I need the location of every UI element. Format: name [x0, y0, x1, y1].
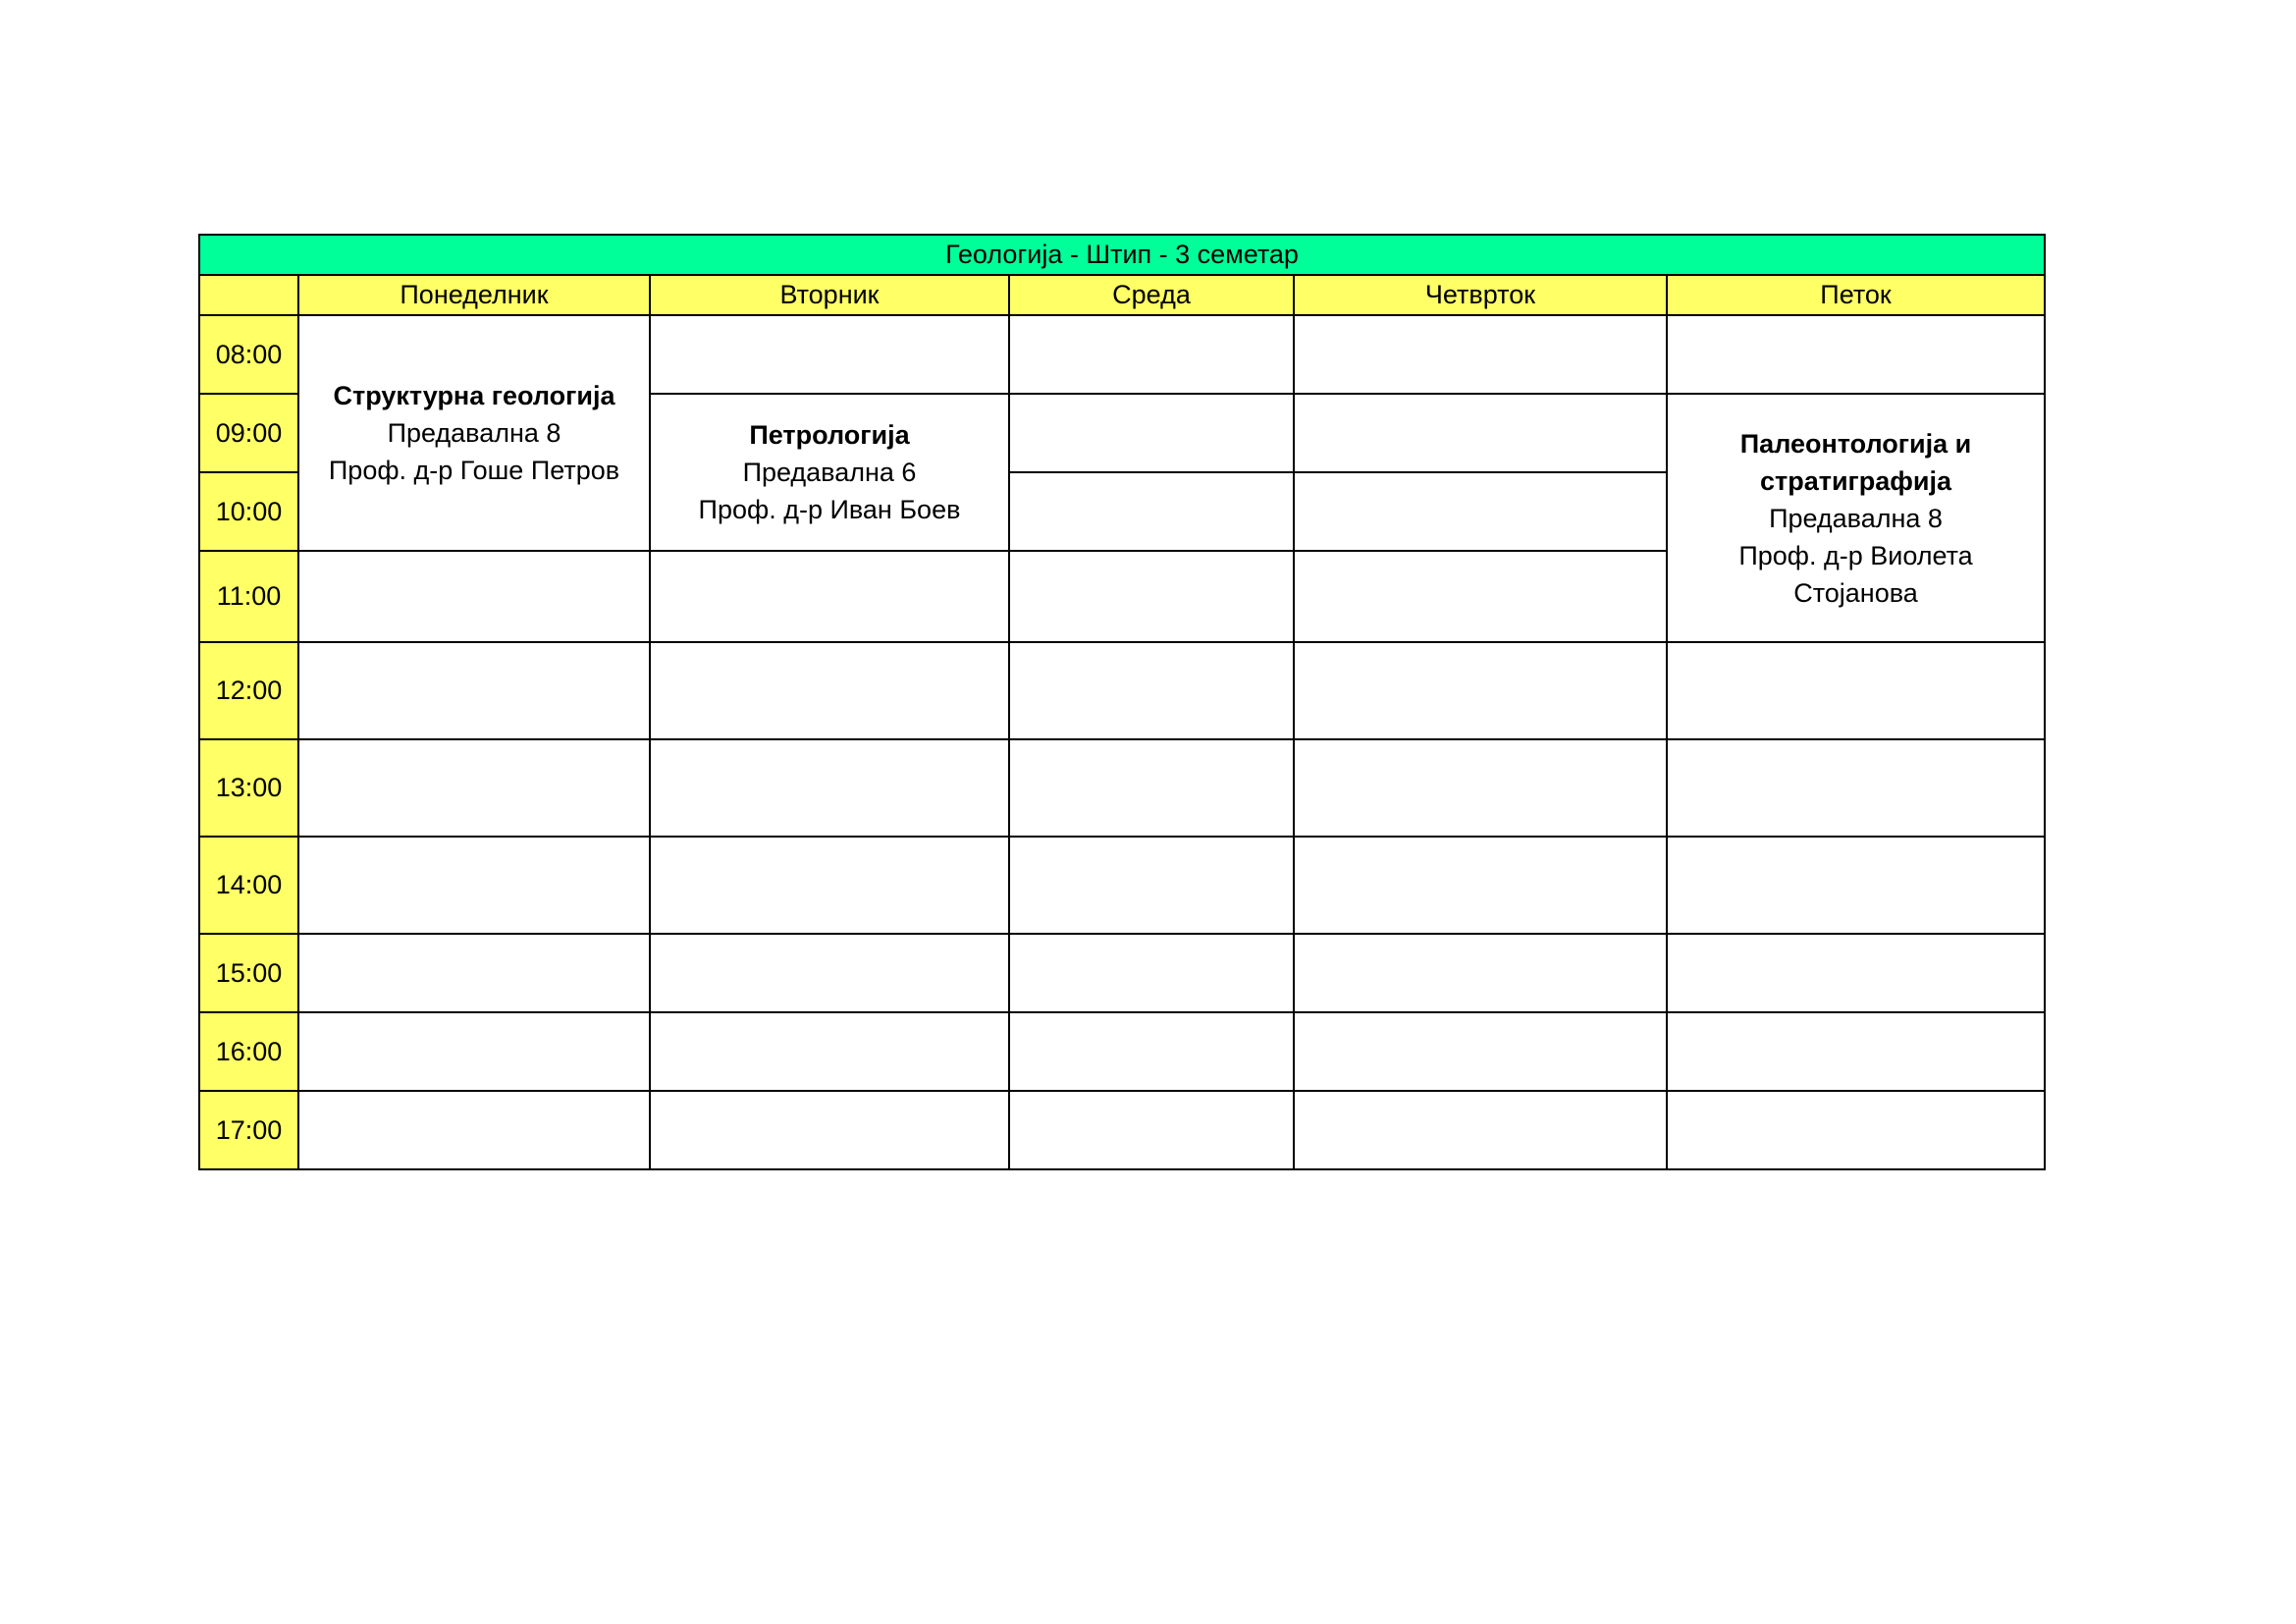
- schedule-table: [198, 234, 2046, 1170]
- empty-cell: [1294, 1012, 1667, 1091]
- day-header-wednesday: Среда: [1009, 275, 1294, 315]
- empty-cell: [1294, 934, 1667, 1012]
- empty-cell: [650, 642, 1009, 739]
- empty-cell: [1294, 472, 1667, 551]
- empty-cell: [650, 739, 1009, 837]
- empty-cell: [1009, 472, 1294, 551]
- time-label: 17:00: [199, 1091, 298, 1169]
- course-name-line1: Палеонтологија и: [1739, 428, 1972, 459]
- empty-cell: [650, 551, 1009, 642]
- time-label: 12:00: [199, 642, 298, 739]
- empty-cell: [1009, 642, 1294, 739]
- corner-cell: [199, 275, 298, 315]
- time-label: 13:00: [199, 739, 298, 837]
- time-label: 14:00: [199, 837, 298, 934]
- empty-cell: [1009, 551, 1294, 642]
- empty-cell: [650, 1091, 1009, 1169]
- empty-cell: [298, 837, 650, 934]
- empty-cell: [650, 934, 1009, 1012]
- empty-cell: [298, 934, 650, 1012]
- empty-cell: [298, 642, 650, 739]
- course-professor-line1: Проф. д-р Виолета: [1738, 540, 1973, 570]
- course-name: Петрологија: [749, 420, 910, 450]
- empty-cell: [1294, 551, 1667, 642]
- course-name: Структурна геологија: [333, 381, 615, 410]
- time-label: 11:00: [199, 551, 298, 642]
- empty-cell: [1294, 1091, 1667, 1169]
- empty-cell: [1294, 394, 1667, 472]
- day-header-friday: Петок: [1667, 275, 2045, 315]
- time-label: 16:00: [199, 1012, 298, 1091]
- schedule-title: Геологија - Штип - 3 семетар: [199, 235, 2045, 275]
- empty-cell: [1009, 934, 1294, 1012]
- course-name-line2: стратиграфија: [1759, 465, 1952, 496]
- empty-cell: [1009, 739, 1294, 837]
- course-cell-friday: [1667, 394, 2045, 642]
- day-header-monday: Понеделник: [298, 275, 650, 315]
- empty-cell: [650, 1012, 1009, 1091]
- time-label: 08:00: [199, 315, 298, 394]
- day-header-thursday: Четврток: [1294, 275, 1667, 315]
- empty-cell: [298, 1091, 650, 1169]
- empty-cell: [1667, 1012, 2045, 1091]
- empty-cell: [1009, 315, 1294, 394]
- course-professor: Проф. д-р Иван Боев: [698, 495, 961, 524]
- course-professor-line2: Стојанова: [1793, 577, 1918, 608]
- empty-cell: [1667, 1091, 2045, 1169]
- course-cell-monday: [298, 315, 650, 551]
- empty-cell: [1667, 315, 2045, 394]
- empty-cell: [1009, 1012, 1294, 1091]
- course-room: Предавална 8: [1769, 503, 1943, 533]
- empty-cell: [1009, 837, 1294, 934]
- empty-cell: [650, 315, 1009, 394]
- course-cell-tuesday: [650, 394, 1009, 551]
- empty-cell: [298, 739, 650, 837]
- course-professor: Проф. д-р Гоше Петров: [328, 456, 620, 485]
- empty-cell: [1009, 1091, 1294, 1169]
- empty-cell: [1009, 394, 1294, 472]
- course-room: Предавална 6: [742, 458, 917, 487]
- time-label: 10:00: [199, 472, 298, 551]
- empty-cell: [1667, 642, 2045, 739]
- time-label: 15:00: [199, 934, 298, 1012]
- empty-cell: [298, 551, 650, 642]
- empty-cell: [1667, 837, 2045, 934]
- day-header-tuesday: Вторник: [650, 275, 1009, 315]
- empty-cell: [1294, 739, 1667, 837]
- empty-cell: [1294, 837, 1667, 934]
- empty-cell: [1667, 739, 2045, 837]
- empty-cell: [1667, 934, 2045, 1012]
- empty-cell: [298, 1012, 650, 1091]
- course-room: Предавална 8: [387, 418, 561, 448]
- empty-cell: [1294, 315, 1667, 394]
- time-label: 09:00: [199, 394, 298, 472]
- empty-cell: [650, 837, 1009, 934]
- empty-cell: [1294, 642, 1667, 739]
